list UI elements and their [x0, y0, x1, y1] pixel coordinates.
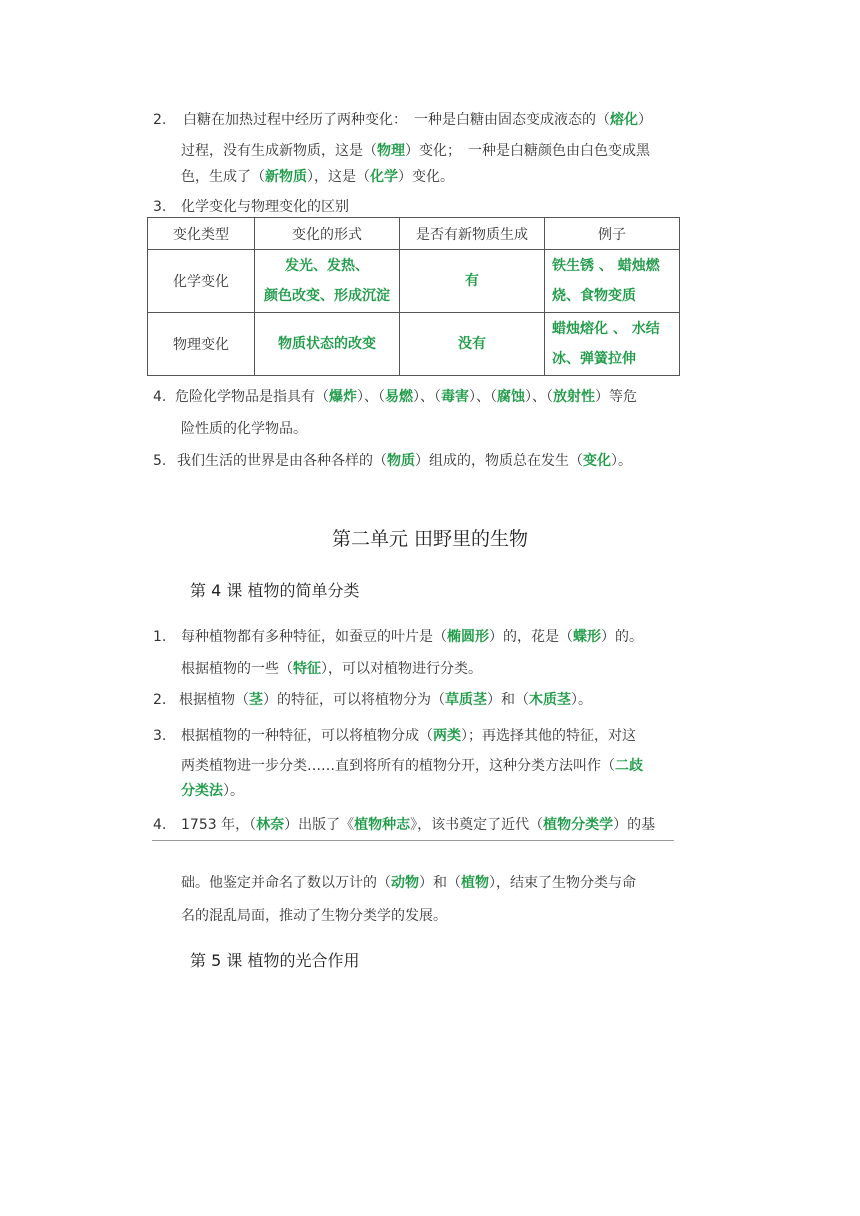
item-text-line: 每种植物都有多种特征，如蚕豆的叶片是（椭圆形）的，花是（蝶形）的。 [181, 629, 643, 645]
answer-highlight: 蜡烛熔化 、 水结 [552, 321, 660, 337]
item-text-line: 色，生成了（新物质），这是（化学）变化。 [181, 169, 454, 185]
answer-highlight: 蝶形 [573, 629, 601, 645]
list-item [153, 815, 678, 835]
answer-highlight: 冰、弹簧拉伸 [552, 351, 636, 367]
answer-highlight: 草质茎 [445, 692, 487, 708]
answer-highlight: 熔化 [610, 112, 638, 128]
answer-highlight: 植物分类学 [543, 817, 614, 833]
list-item [153, 690, 678, 710]
item-text-line: 础。他鉴定并命名了数以万计的（动物）和（植物），结束了生物分类与命 [181, 875, 636, 891]
table-header-cell: 是否有新物质生成 [400, 218, 545, 250]
answer-highlight: 新物质 [265, 169, 307, 185]
item-text-line: 白糖在加热过程中经历了两种变化： 一种是白糖由固态变成液态的（熔化） [183, 112, 652, 128]
table-cell-form [255, 250, 400, 313]
list-item [153, 110, 678, 190]
table-cell-type: 物理变化 [148, 313, 255, 376]
answer-highlight: 植物种志 [354, 817, 411, 833]
table-header-cell: 变化的形式 [255, 218, 400, 250]
list-item [153, 726, 678, 804]
list-item [153, 451, 678, 471]
item-text-line: 险性质的化学物品。 [181, 421, 307, 437]
item-number: 4. [153, 817, 167, 833]
list-item [153, 627, 678, 681]
item-text-line: 1753 年，（林奈）出版了《植物种志》，该书奠定了近代（植物分类学）的基 [181, 817, 656, 833]
table-cell-new: 没有 [400, 313, 545, 376]
item-text-line: 分类法）。 [181, 783, 244, 799]
answer-highlight: 植物 [461, 875, 489, 891]
item-text-line: 我们生活的世界是由各种各样的（物质）组成的，物质总在发生（变化）。 [177, 453, 632, 469]
answer-highlight: 二歧 [615, 758, 643, 774]
answer-highlight: 化学 [370, 169, 398, 185]
item-text-line: 过程，没有生成新物质，这是（物理）变化； 一种是白糖颜色由白色变成黑 [181, 143, 650, 159]
answer-highlight: 毒害 [441, 389, 469, 405]
answer-highlight: 腐蚀 [497, 389, 525, 405]
answer-highlight: 林奈 [256, 817, 285, 833]
unit-title: 第二单元 田野里的生物 [331, 528, 529, 550]
table-cell-type: 化学变化 [148, 250, 255, 313]
answer-highlight: 椭圆形 [447, 629, 489, 645]
item-number: 3. [153, 199, 167, 215]
answer-highlight: 动物 [391, 875, 419, 891]
answer-highlight: 木质茎 [529, 692, 571, 708]
answer-highlight: 爆炸 [329, 389, 357, 405]
answer-highlight: 放射性 [553, 389, 595, 405]
answer-highlight: 颜色改变、形成沉淀 [264, 288, 390, 304]
item-text-line: 名的混乱局面，推动了生物分类学的发展。 [181, 908, 447, 924]
answer-highlight: 易燃 [385, 389, 413, 405]
item-number: 2. [153, 692, 167, 708]
table-header-cell: 变化类型 [148, 218, 255, 250]
table-header-row [148, 218, 680, 250]
table-row [148, 313, 680, 376]
lesson-title: 第 4 课 植物的简单分类 [190, 581, 360, 600]
table-cell-form [255, 313, 400, 376]
table-cell-example [545, 250, 680, 313]
item-number: 4. [153, 389, 167, 405]
table-row [148, 250, 680, 313]
item-text-line: 根据植物（茎）的特征，可以将植物分为（草质茎）和（木质茎）。 [179, 692, 592, 708]
table-cell-example [545, 313, 680, 376]
answer-highlight: 物质 [387, 453, 415, 469]
item-number: 3. [153, 728, 167, 744]
item-number: 1. [153, 629, 167, 645]
item-text-line: 化学变化与物理变化的区别 [181, 199, 349, 215]
item-number: 5. [153, 453, 167, 469]
list-item-continuation [153, 873, 678, 927]
answer-highlight: 两类 [433, 728, 461, 744]
list-item [153, 197, 678, 217]
page-divider [152, 840, 674, 841]
item-text-line: 根据植物的一种特征，可以将植物分成（两类）；再选择其他的特征，对这 [181, 728, 636, 744]
item-text-line: 根据植物的一些（特征），可以对植物进行分类。 [181, 661, 482, 677]
lesson-title: 第 5 课 植物的光合作用 [190, 951, 360, 970]
item-number: 2. [153, 112, 167, 128]
answer-highlight: 分类法 [181, 783, 223, 799]
list-item [153, 387, 678, 441]
answer-highlight: 物理 [377, 143, 405, 159]
table-header-cell: 例子 [545, 218, 680, 250]
answer-highlight: 铁生锈 、 蜡烛燃 [552, 258, 660, 274]
answer-highlight: 茎 [249, 692, 263, 708]
table-cell-new: 有 [400, 250, 545, 313]
item-text-line: 两类植物进一步分类……直到将所有的植物分开，这种分类方法叫作（二歧 [181, 758, 643, 774]
answer-highlight: 烧、食物变质 [552, 288, 636, 304]
answer-highlight: 发光、发热、 [285, 258, 369, 274]
item-text-line: 危险化学物品是指具有（爆炸）、（易燃）、（毒害）、（腐蚀）、（放射性）等危 [175, 389, 637, 405]
answer-highlight: 变化 [583, 453, 611, 469]
answer-highlight: 物质状态的改变 [278, 336, 376, 352]
comparison-table [147, 217, 680, 376]
answer-highlight: 特征 [293, 661, 321, 677]
